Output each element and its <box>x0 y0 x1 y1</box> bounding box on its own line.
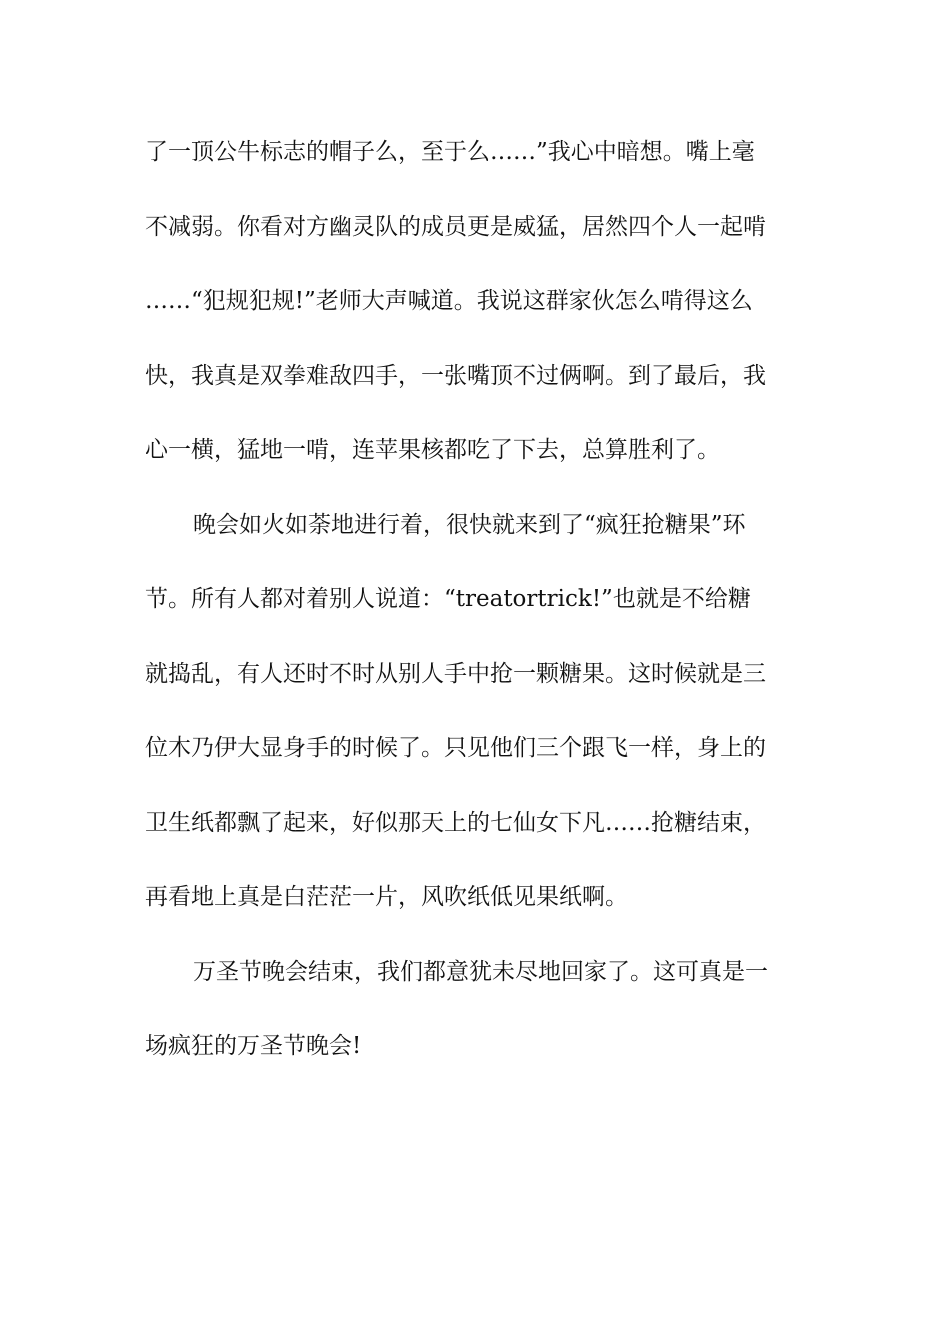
text-line: 位木乃伊大显身手的时候了。只见他们三个跟飞一样，身上的 <box>145 735 766 761</box>
text-line: 不减弱。你看对方幽灵队的成员更是威猛，居然四个人一起啃 <box>145 213 766 240</box>
text-line: 场疯狂的万圣节晚会! <box>145 1033 362 1059</box>
text-line: 了一顶公牛标志的帽子么，至于么……”我心中暗想。嘴上毫 <box>145 139 755 165</box>
article-body <box>145 129 805 1098</box>
text-line: 心一横，猛地一啃，连苹果核都吃了下去，总算胜利了。 <box>145 437 720 463</box>
text-line: 再看地上真是白茫茫一片，风吹纸低见果纸啊。 <box>145 884 628 910</box>
text-line: 快，我真是双拳难敌四手，一张嘴顶不过俩啊。到了最后，我 <box>145 362 766 389</box>
text-line: 节。所有人都对着别人说道：“treatortrick!”也就是不给糖 <box>145 586 751 612</box>
paragraph-first-line: 晚会如火如荼地进行着，很快就来到了“疯狂抢糖果”环 <box>193 511 746 538</box>
text-line: 就捣乱，有人还时不时从别人手中抢一颗糖果。这时候就是三 <box>145 660 766 687</box>
paragraph-first-line: 万圣节晚会结束，我们都意犹未尽地回家了。这可真是一 <box>193 958 768 985</box>
text-line: ……“犯规犯规!”老师大声喊道。我说这群家伙怎么啃得这么 <box>145 288 753 314</box>
text-line: 卫生纸都飘了起来，好似那天上的七仙女下凡……抢糖结束， <box>145 809 766 836</box>
